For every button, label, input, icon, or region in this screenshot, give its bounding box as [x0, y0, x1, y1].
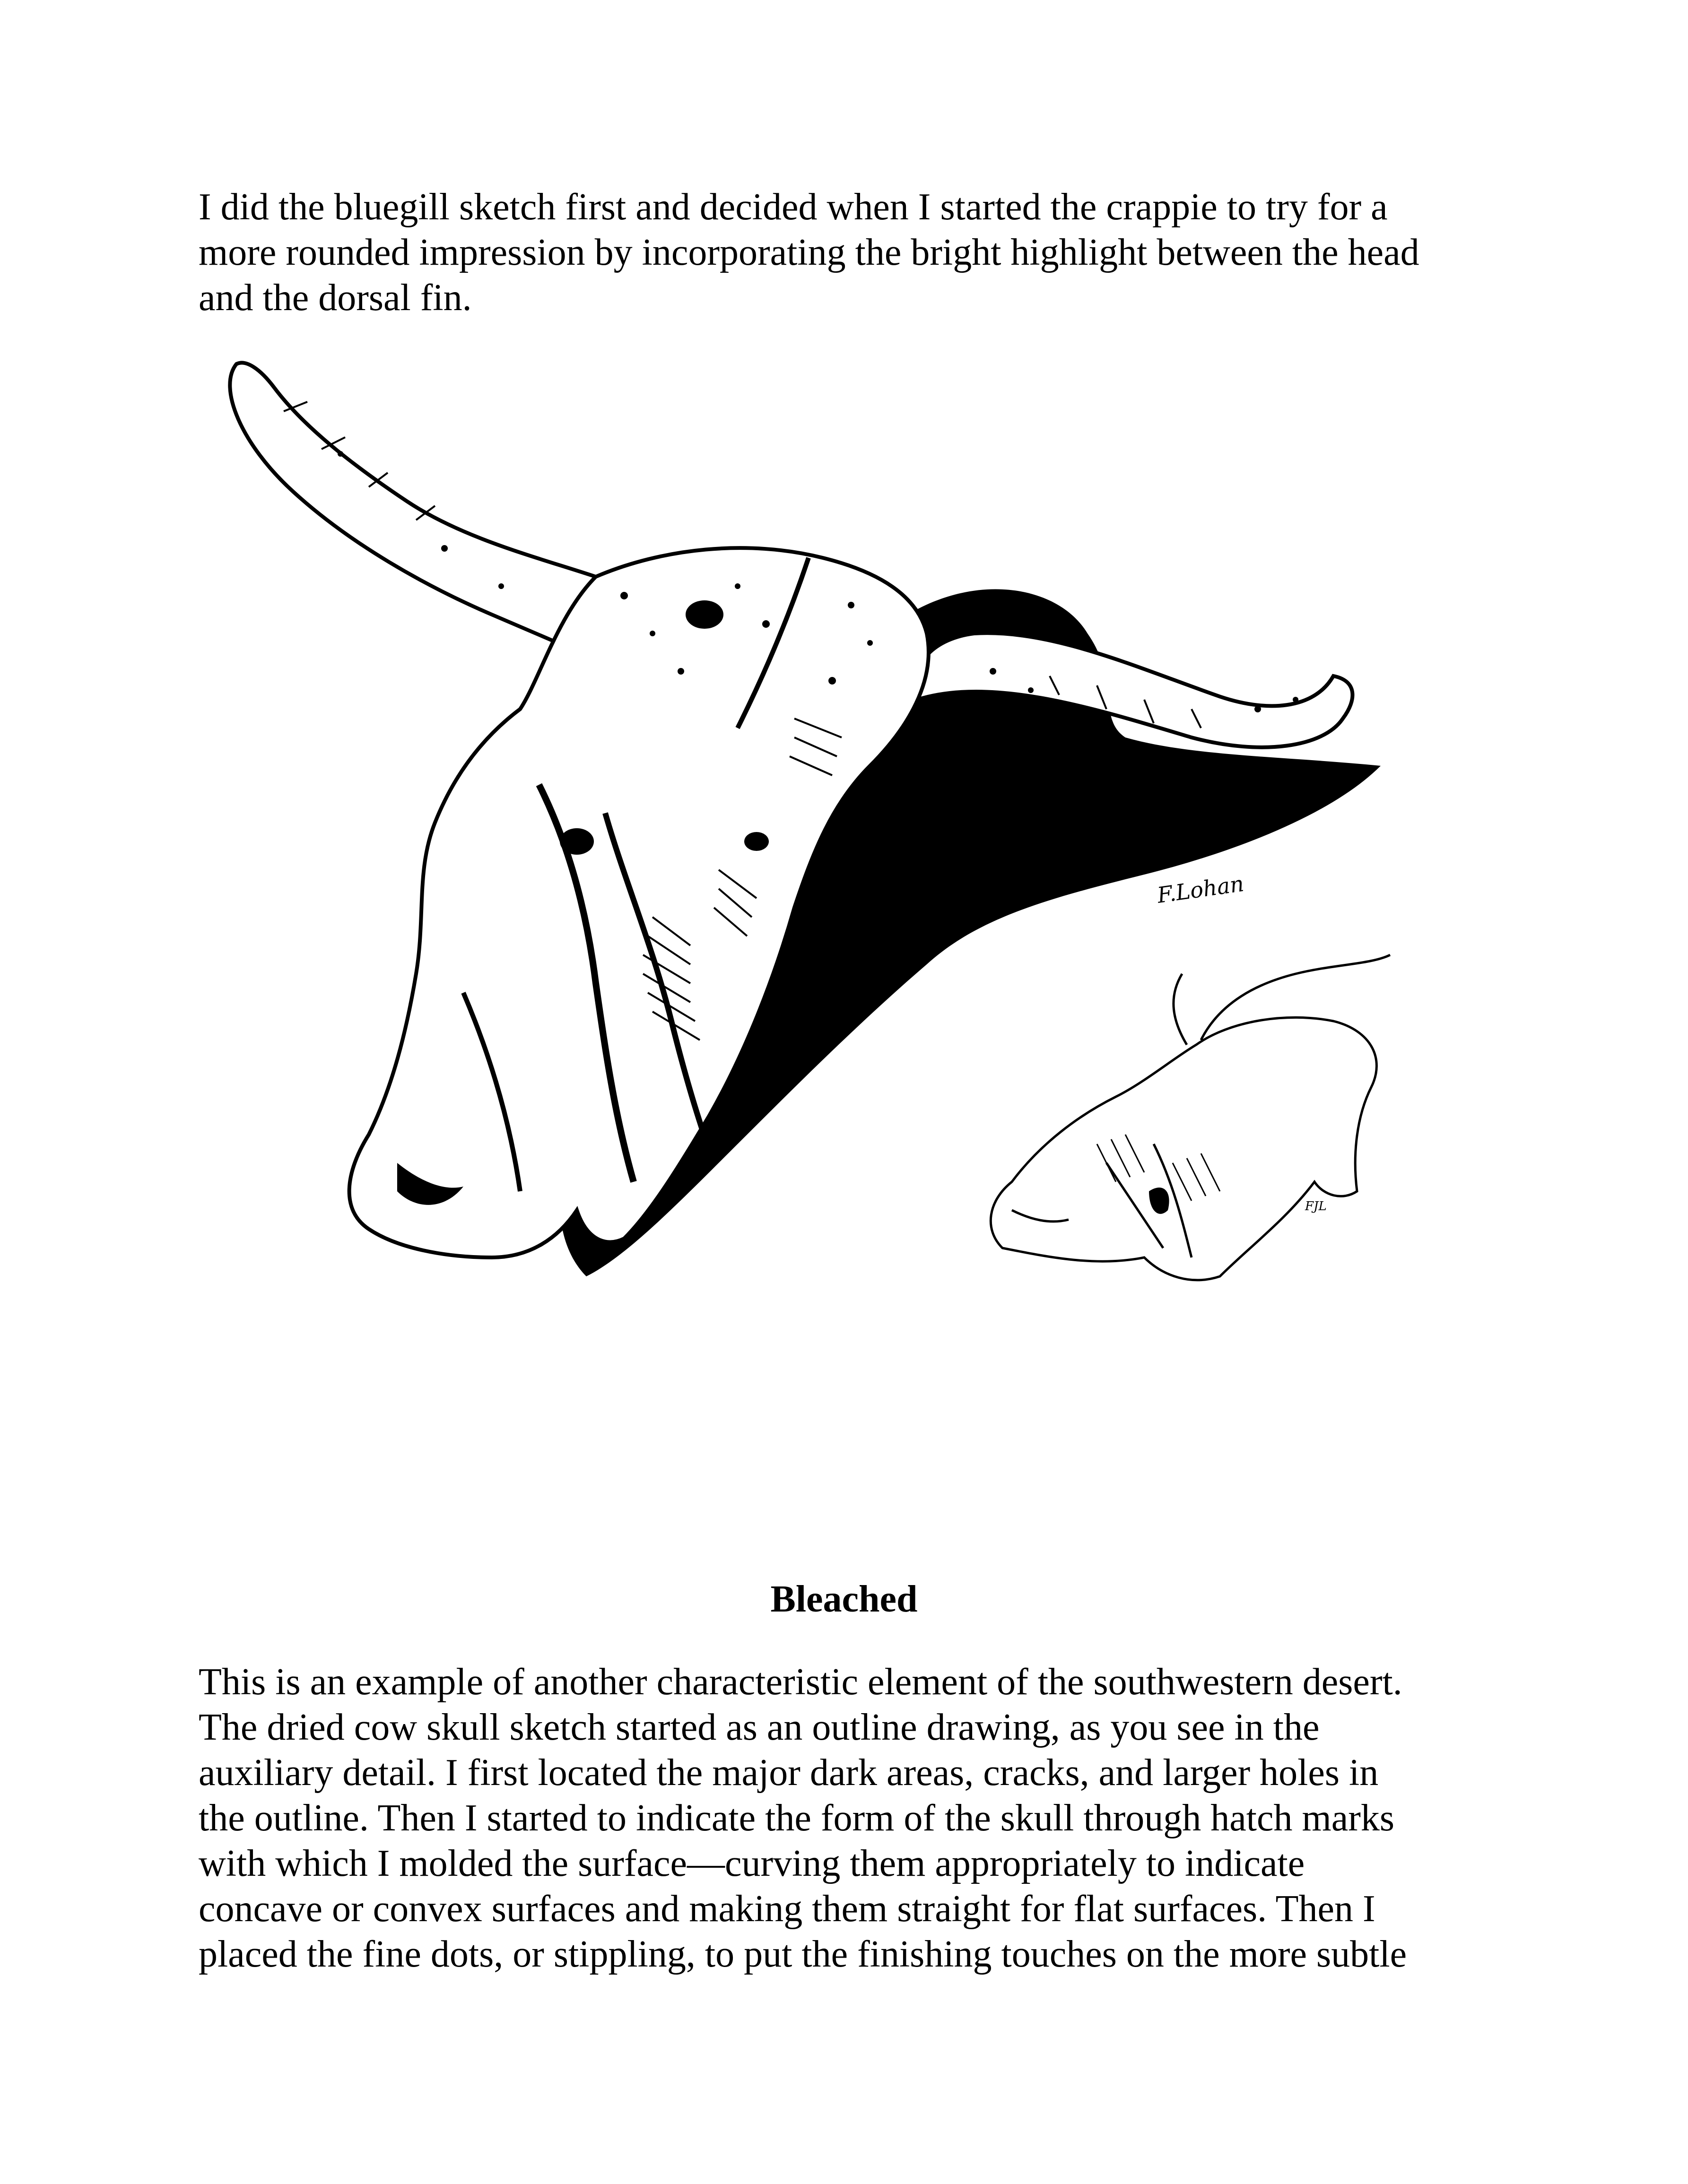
skull-hole — [686, 600, 723, 629]
auxiliary-outline-detail — [991, 955, 1390, 1280]
body-line: The dried cow skull sketch started as an outline drawing, as you see in the — [199, 1707, 1320, 1748]
cow-skull-illustration — [199, 350, 1504, 1475]
left-horn — [230, 363, 596, 643]
intro-line: and the dorsal fin. — [199, 277, 472, 319]
skull-hole — [744, 832, 769, 851]
body-line: placed the fine dots, or stippling, to put the finishing touches on the more subtle — [199, 1933, 1407, 1975]
artist-signature: F.Lohan — [1156, 870, 1246, 908]
body-line: concave or convex surfaces and making them straight for flat surfaces. Then I — [199, 1888, 1375, 1930]
body-line: auxiliary detail. I first located the major dark areas, cracks, and larger holes in — [199, 1752, 1379, 1794]
body-line: This is an example of another characteristic element of the southwestern desert. — [199, 1661, 1402, 1703]
intro-line: more rounded impression by incorporating the bright highlight between the head — [199, 232, 1419, 273]
body-line: with which I molded the surface—curving them appropriately to indicate — [199, 1843, 1305, 1884]
detail-signature: FJL — [1305, 1199, 1327, 1213]
body-line: the outline. Then I started to indicate the form of the skull through hatch marks — [199, 1797, 1394, 1839]
intro-line: I did the bluegill sketch first and decided when I started the crappie to try for a — [199, 186, 1388, 228]
section-heading: Bleached — [770, 1578, 918, 1620]
intro-paragraph — [199, 184, 1504, 321]
body-paragraph — [199, 1659, 1504, 1977]
auxiliary-dark-area — [1149, 1187, 1169, 1214]
skull-hole — [560, 828, 594, 855]
skull-drawing — [199, 350, 1504, 1475]
